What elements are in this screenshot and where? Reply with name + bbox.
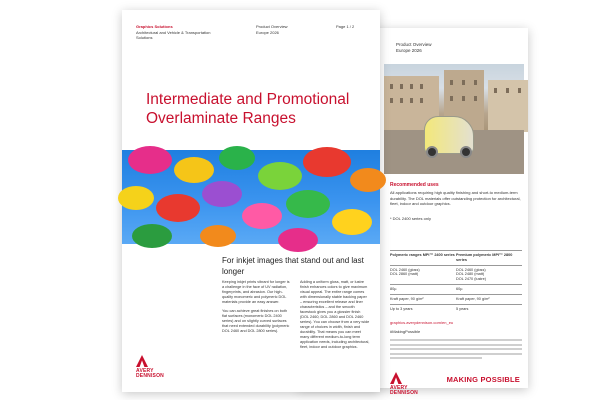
- back-page-header: [396, 42, 432, 53]
- body-column-2: [300, 280, 370, 354]
- table-row: [390, 304, 522, 314]
- header-brand-label: Graphics Solutions: [136, 24, 173, 29]
- brand-logo: [136, 355, 164, 379]
- website-link[interactable]: graphics.averydennison.com/en_eu: [390, 320, 454, 325]
- umbrella-photo: [122, 150, 380, 244]
- disclaimer-text: [390, 339, 522, 369]
- logo-line1: AVERY: [390, 385, 408, 391]
- table-cell: 80µ: [390, 286, 397, 291]
- recommended-uses-note: * DOL 2400 series only: [390, 216, 431, 221]
- table-cell: DOL 2460 (gloss) DOL 2480 (matt) DOL 2470 (lustre): [456, 267, 487, 282]
- table-header-cell: Polymeric ranges MPI™ 2400 series: [390, 253, 455, 257]
- building: [488, 80, 528, 132]
- paragraph: You can achieve great finishes on both flat surfaces (monomeric DOL 2400 series) and on slightly curved surfaces that need extended durability (polymeric DOL 2460 and DOL 2800 series).: [222, 309, 290, 333]
- logo-line2: DENNISON: [390, 390, 418, 397]
- page-number: Page 1 / 2: [336, 24, 355, 29]
- wheel: [460, 146, 472, 158]
- table-header-row: [390, 250, 522, 265]
- logo-line1: AVERY: [136, 368, 154, 374]
- header-segment: Architectural and Vehicle & Transportation Solutions: [136, 30, 211, 40]
- header-title: Product Overview: [396, 42, 432, 47]
- body-column-1: [222, 280, 292, 338]
- table-cell: 60µ: [456, 286, 463, 291]
- table-cell: Kraft paper, 90 g/m²: [456, 296, 490, 301]
- making-possible-tagline: MAKING POSSIBLE: [446, 375, 520, 384]
- table-cell: Kraft paper, 90 g/m²: [390, 296, 424, 301]
- table-cell: 5 years: [456, 306, 469, 311]
- document-title: Intermediate and Promotional Overlaminate Ranges: [146, 91, 350, 127]
- logo-mark-icon: [390, 372, 402, 384]
- table-row: [390, 294, 522, 304]
- wheel: [426, 146, 438, 158]
- document-subtitle: For inkjet images that stand out and last longer: [222, 256, 364, 276]
- header-region: Europe 2026: [396, 47, 422, 53]
- table-row: [390, 265, 522, 284]
- product-table: [390, 250, 522, 313]
- rickshaw-photo: [384, 64, 524, 174]
- header-title: Product Overview: [256, 24, 288, 29]
- table-cell: Up to 3 years: [390, 306, 413, 311]
- umbrellas-illustration: [122, 150, 380, 244]
- brand-logo: [390, 372, 418, 396]
- header-region: Europe 2026: [256, 30, 279, 35]
- logo-line2: DENNISON: [136, 373, 164, 380]
- paragraph: Adding a uniform gloss, matt, or lustre finish enhances colors to give maximum visual appeal. The entire range comes with dimensionally stable backing paper – ensuring excellent release and liner characteristics – and the smooth facestock gives you a glossier finish (DOL 2460, DOL 2860 and DOL 2460 series). You can choose from a very wide range of choices in width, finish and durability. That means you can meet many different medium-to-long term application needs, including architectural, fleet, indoor and outdoor graphics.: [300, 280, 370, 349]
- table-row: [390, 284, 522, 294]
- table-header-cell: Premium polymeric MPI™ 2800 series: [456, 253, 513, 262]
- paragraph: Keeping inkjet prints vibrant for longer is a challenge in the face of UV radiation, fingerprints, and abrasion. Our high-quality monomeric and polymeric DOL materials provide an easy answer.: [222, 280, 290, 304]
- recommended-uses-title: Recommended uses: [390, 182, 439, 188]
- hashtag: #MakingPossible: [390, 329, 421, 334]
- front-page: [122, 10, 380, 392]
- table-cell: DOL 2460 (gloss) DOL 2860 (matt): [390, 267, 420, 277]
- logo-mark-icon: [136, 355, 148, 367]
- recommended-uses-body: All applications requiring high quality finishing and short-to medium-term durability. The DOL materials offer outstanding protection for architectural, fleet, indoor and outdoor graphics.: [390, 190, 521, 206]
